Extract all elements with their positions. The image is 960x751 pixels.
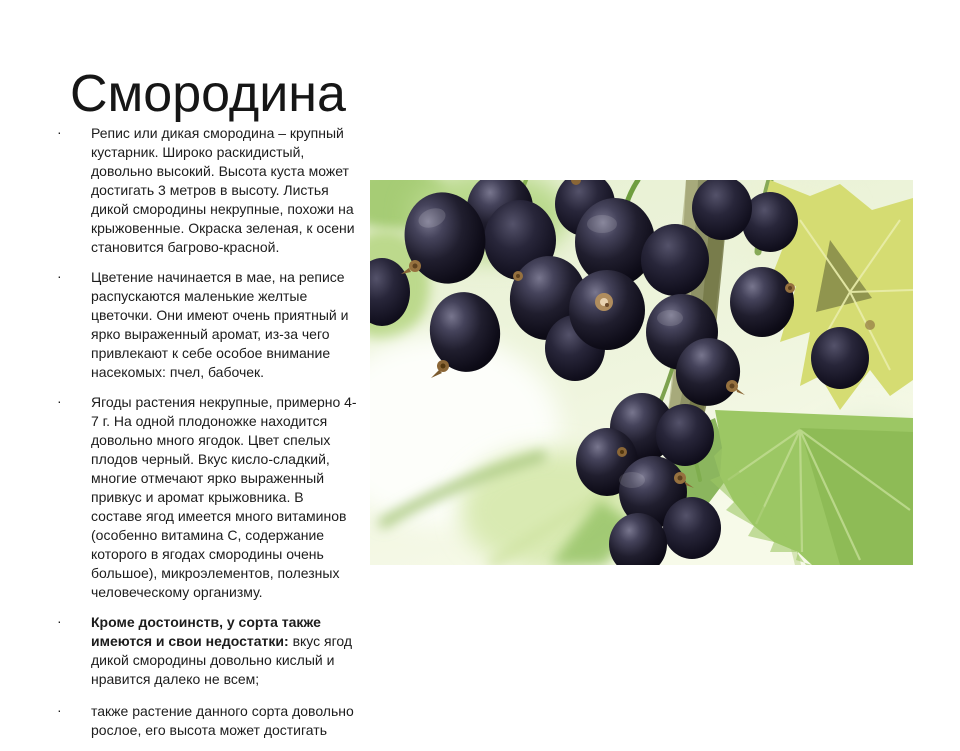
bullet-text: Ягоды растения некрупные, примерно 4-7 г. На одной плодоножке находится довольно много ягодок. Цвет спелых плодов черный. Вкус кисло-сладкий, многие отмечают ярко выраженный привкус и аромат крыжовника. В составе ягод имеется много витаминов (особенно витамина С, содержание которого в ягодах смородины очень большое), микроэлементов, полезных человеческому организму.	[91, 394, 357, 600]
bullet-item-4	[55, 613, 357, 689]
bullet-item-2	[55, 268, 357, 382]
bullet-item-5	[55, 702, 357, 740]
berry	[811, 327, 869, 389]
berry-highlight	[619, 472, 645, 488]
bullet-marker: ·	[57, 268, 62, 284]
bullet-item-3	[55, 393, 357, 602]
bullet-text: Цветение начинается в мае, на реписе распускаются маленькие желтые цветочки. Они имеют очень приятный и ярко выраженный аромат, из-за чего привлекают к себе особое внимание насекомых: пчел, бабочек.	[91, 269, 349, 380]
bullet-marker: ·	[57, 702, 62, 718]
page-title: Смородина	[70, 64, 346, 123]
bullet-item-1	[55, 124, 357, 257]
bullet-marker: ·	[57, 393, 62, 409]
bullet-text: также растение данного сорта довольно рослое, его высота может достигать	[91, 703, 354, 738]
berry-highlight	[587, 215, 617, 233]
blackcurrants-illustration	[370, 180, 913, 565]
bullet-text: Репис или дикая смородина – крупный кустарник. Широко раскидистый, довольно высокий. Высота куста может достигать 3 метров в высоту. Листья дикой смородины некрупные, похожи на крыжовенные. Окраска зеленая, к осени становится багрово-красной.	[91, 125, 355, 255]
bullet-marker: ·	[57, 613, 62, 629]
bullet-bold-text: Кроме достоинств, у сорта также имеются и свои недостатки:	[91, 614, 321, 649]
leaf-spot	[865, 320, 875, 330]
bullet-list	[55, 124, 357, 751]
bullet-marker: ·	[57, 124, 62, 140]
bullet-text: вкус ягод дикой смородины довольно кислый и нравится далеко не всем;	[91, 633, 353, 687]
currant-photo	[370, 180, 913, 565]
berry-highlight	[657, 310, 683, 326]
